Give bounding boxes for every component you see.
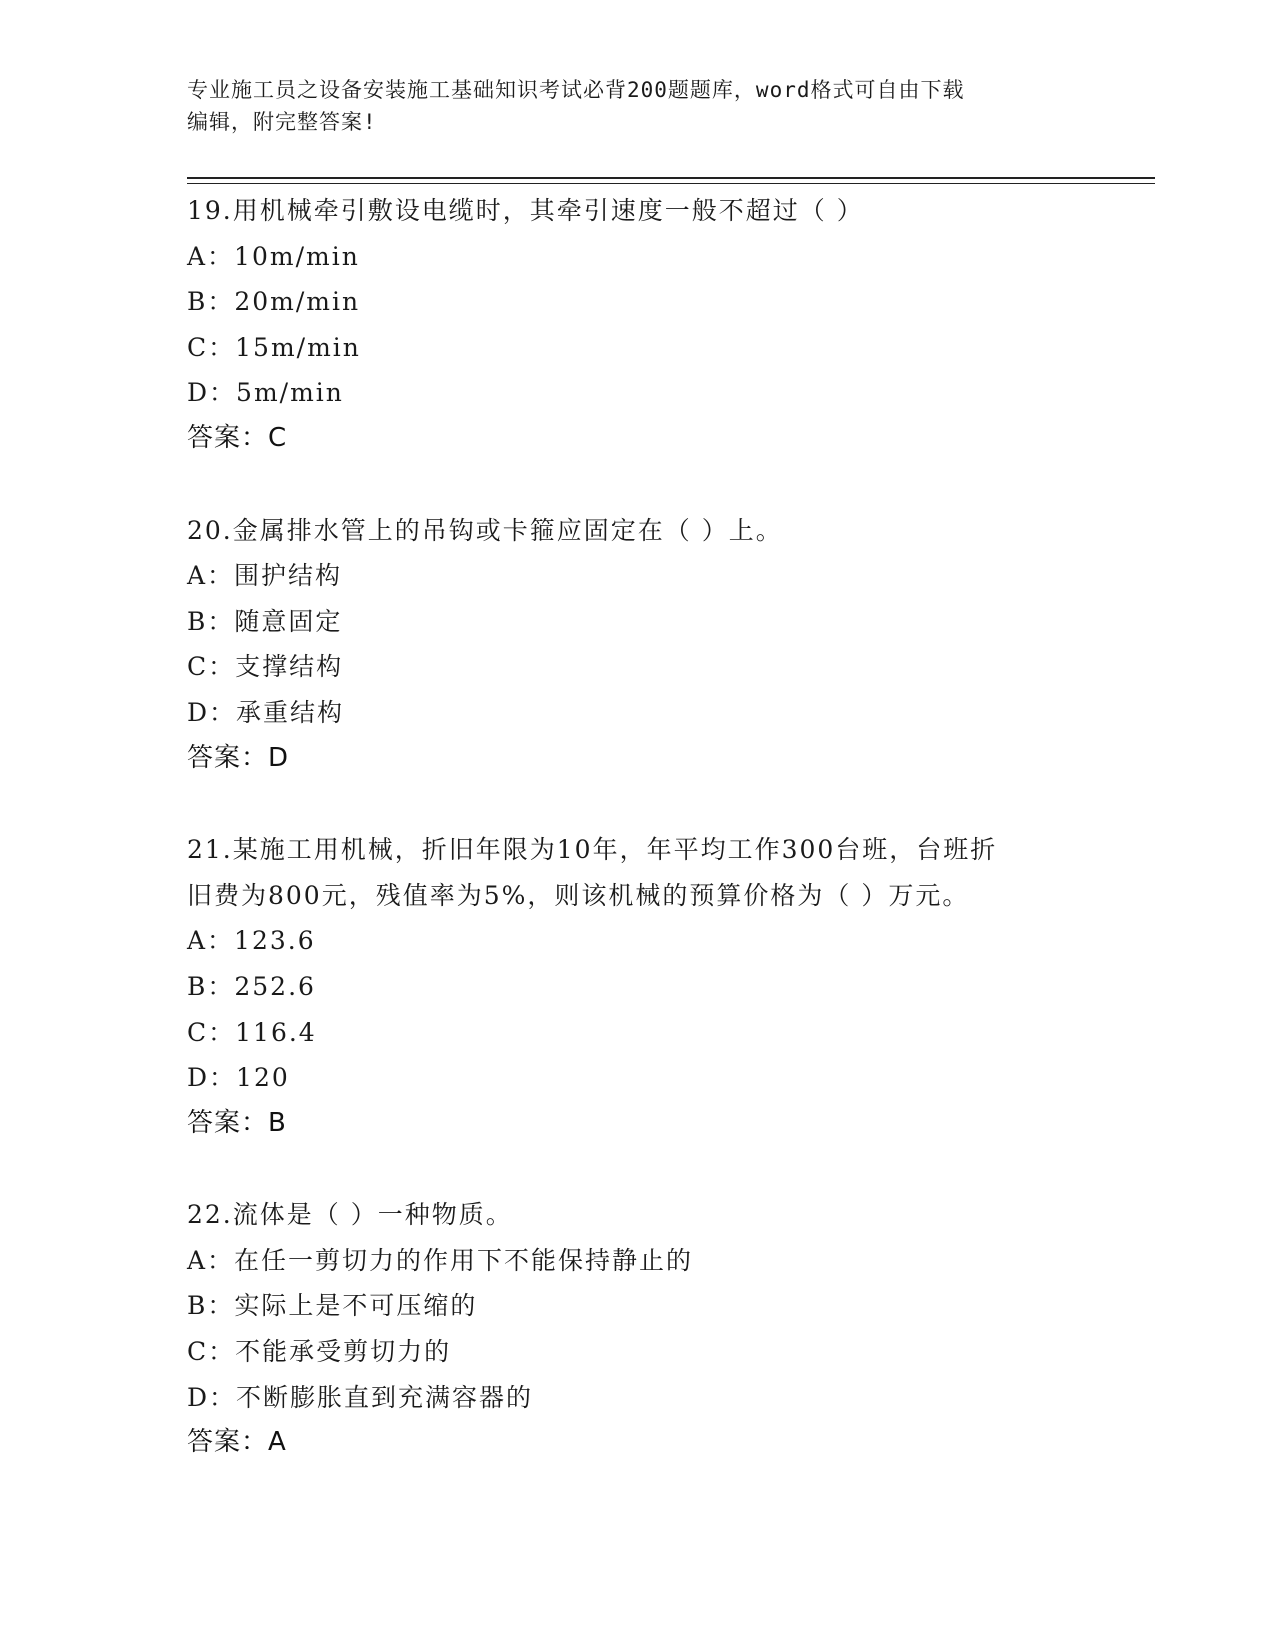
option-d: D：5m/min (187, 378, 344, 408)
document-header (187, 74, 1087, 138)
option-b: B：252.6 (187, 971, 316, 1001)
header-divider-thick (187, 177, 1155, 179)
question-stem: 21.某施工用机械，折旧年限为10年，年平均工作300台班，台班折 (187, 835, 998, 865)
option-c: C：支撑结构 (187, 652, 344, 682)
option-b: B：随意固定 (187, 606, 343, 636)
question-19 (187, 188, 1147, 462)
question-stem-continued: 旧费为800元，残值率为5%，则该机械的预算价格为（ ）万元。 (187, 880, 970, 910)
answer-key: 答案：A (187, 1427, 287, 1458)
option-a: A：10m/min (187, 241, 360, 271)
question-20 (187, 508, 1147, 782)
question-list (187, 188, 1147, 1512)
answer-key: 答案：C (187, 422, 288, 453)
question-stem: 20.金属排水管上的吊钩或卡箍应固定在（ ）上。 (187, 515, 783, 545)
question-22 (187, 1192, 1147, 1466)
question-stem: 22.流体是（ ）一种物质。 (187, 1200, 513, 1230)
option-b: B：20m/min (187, 287, 361, 317)
header-title-line-1: 专业施工员之设备安装施工基础知识考试必背200题题库，word格式可自由下载 (187, 78, 965, 102)
option-a: A：123.6 (187, 926, 316, 956)
option-c: C：15m/min (187, 332, 361, 362)
option-a: A：围护结构 (187, 561, 343, 591)
answer-key: 答案：B (187, 1107, 287, 1138)
header-divider-thin (187, 183, 1155, 184)
option-c: C：116.4 (187, 1017, 317, 1047)
option-a: A：在任一剪切力的作用下不能保持静止的 (187, 1245, 694, 1275)
header-title-line-2: 编辑，附完整答案! (187, 110, 377, 134)
option-b: B：实际上是不可压缩的 (187, 1291, 478, 1321)
question-21 (187, 827, 1147, 1146)
question-stem: 19.用机械牵引敷设电缆时，其牵引速度一般不超过（ ） (187, 196, 864, 225)
option-d: D：承重结构 (187, 697, 345, 727)
option-d: D：不断膨胀直到充满容器的 (187, 1382, 534, 1412)
option-c: C：不能承受剪切力的 (187, 1337, 452, 1367)
answer-key: 答案：D (187, 742, 290, 773)
option-d: D：120 (187, 1063, 290, 1093)
